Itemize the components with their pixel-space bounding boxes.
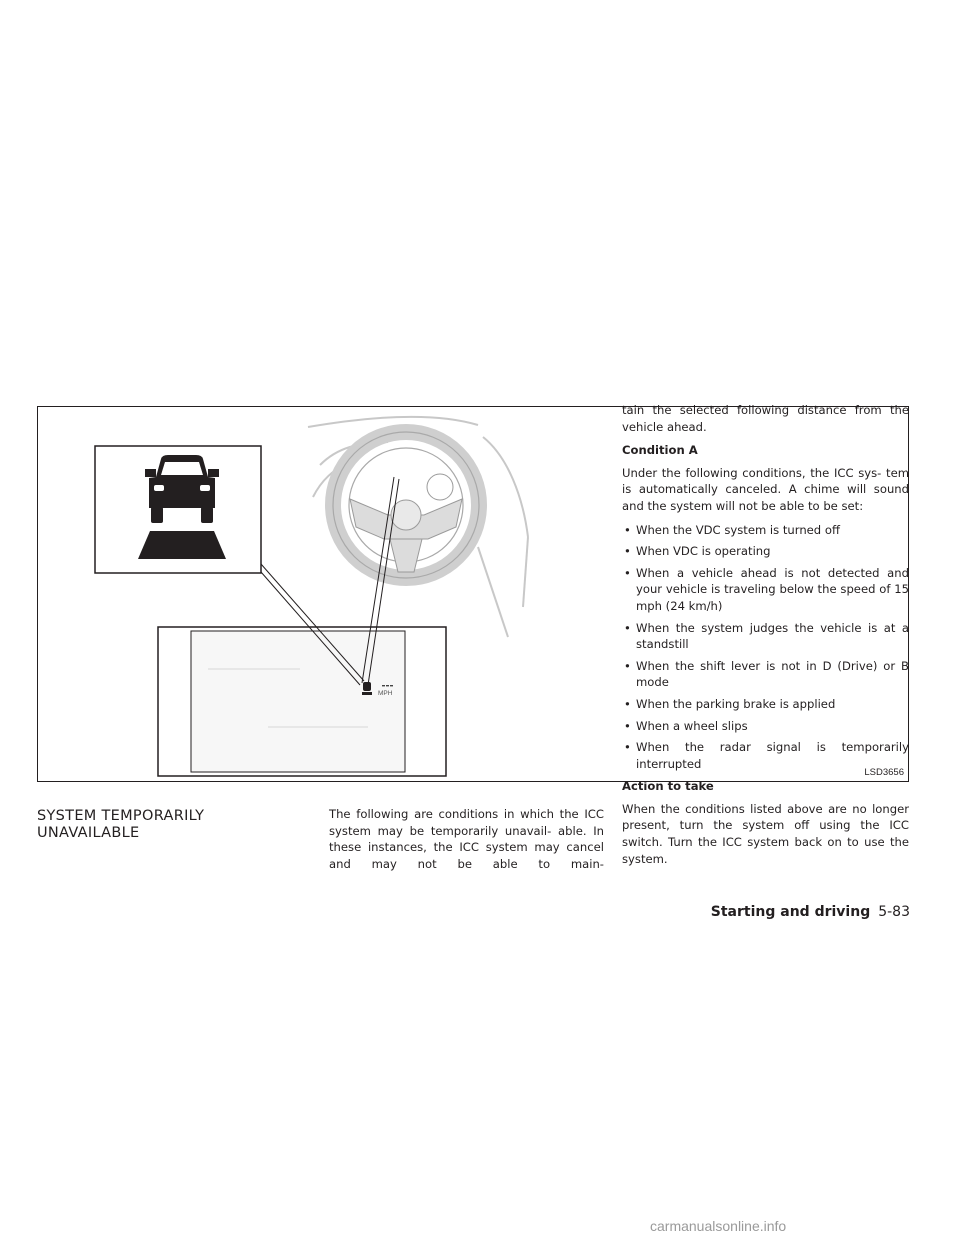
page-number: 5-83 [878,904,910,920]
intro-continuation: tain the selected following distance from the vehicle ahead. [622,403,909,434]
vehicle-ahead-inset [95,446,261,573]
list-item: • When a vehicle ahead is not detected and your vehicle is traveling below the speed of 15 mph (24 km/h) [622,565,909,615]
list-item: • When the system judges the vehicle is at a standstill [622,620,909,653]
list-item: • When the parking brake is applied [622,696,909,713]
text-column-1 [329,806,604,879]
steering-wheel [333,432,479,578]
section-title: SYSTEM TEMPORARILY UNAVAILABLE [37,808,205,841]
condition-list [622,522,909,773]
list-item: • When VDC is operating [622,543,909,560]
list-item: • When a wheel slips [622,718,909,735]
list-item: • When the shift lever is not in D (Drive) or B mode [622,658,909,691]
meter-display-inset [158,627,446,776]
speed-dashes [382,685,393,686]
figure-id: LSD3656 [864,767,904,778]
action-heading: Action to take [622,779,714,794]
page-footer [711,904,910,920]
icc-indicator-icon [362,682,372,695]
speed-unit-label: MPH [378,690,393,697]
condition-a-paragraph: Under the following conditions, the ICC sys- tem is automatically canceled. A chime will sound and the system will not be able to be set: [622,465,909,513]
action-paragraph: When the conditions listed above are no longer present, turn the system off using the ICC switch. Turn the ICC system back on to use the system. [622,801,909,866]
text-column-2 [622,402,909,874]
condition-a-heading: Condition A [622,443,698,458]
intro-paragraph: The following are conditions in which the ICC system may be temporarily unavail- able. In these instances, the ICC system may cancel and may not be able to main- [329,807,604,871]
list-item: • When the radar signal is temporarily interrupted [622,739,909,772]
list-item: • When the VDC system is turned off [622,522,909,539]
watermark-link[interactable]: carmanualsonline.info [650,1218,787,1234]
footer-section-name: Starting and driving [710,904,871,920]
